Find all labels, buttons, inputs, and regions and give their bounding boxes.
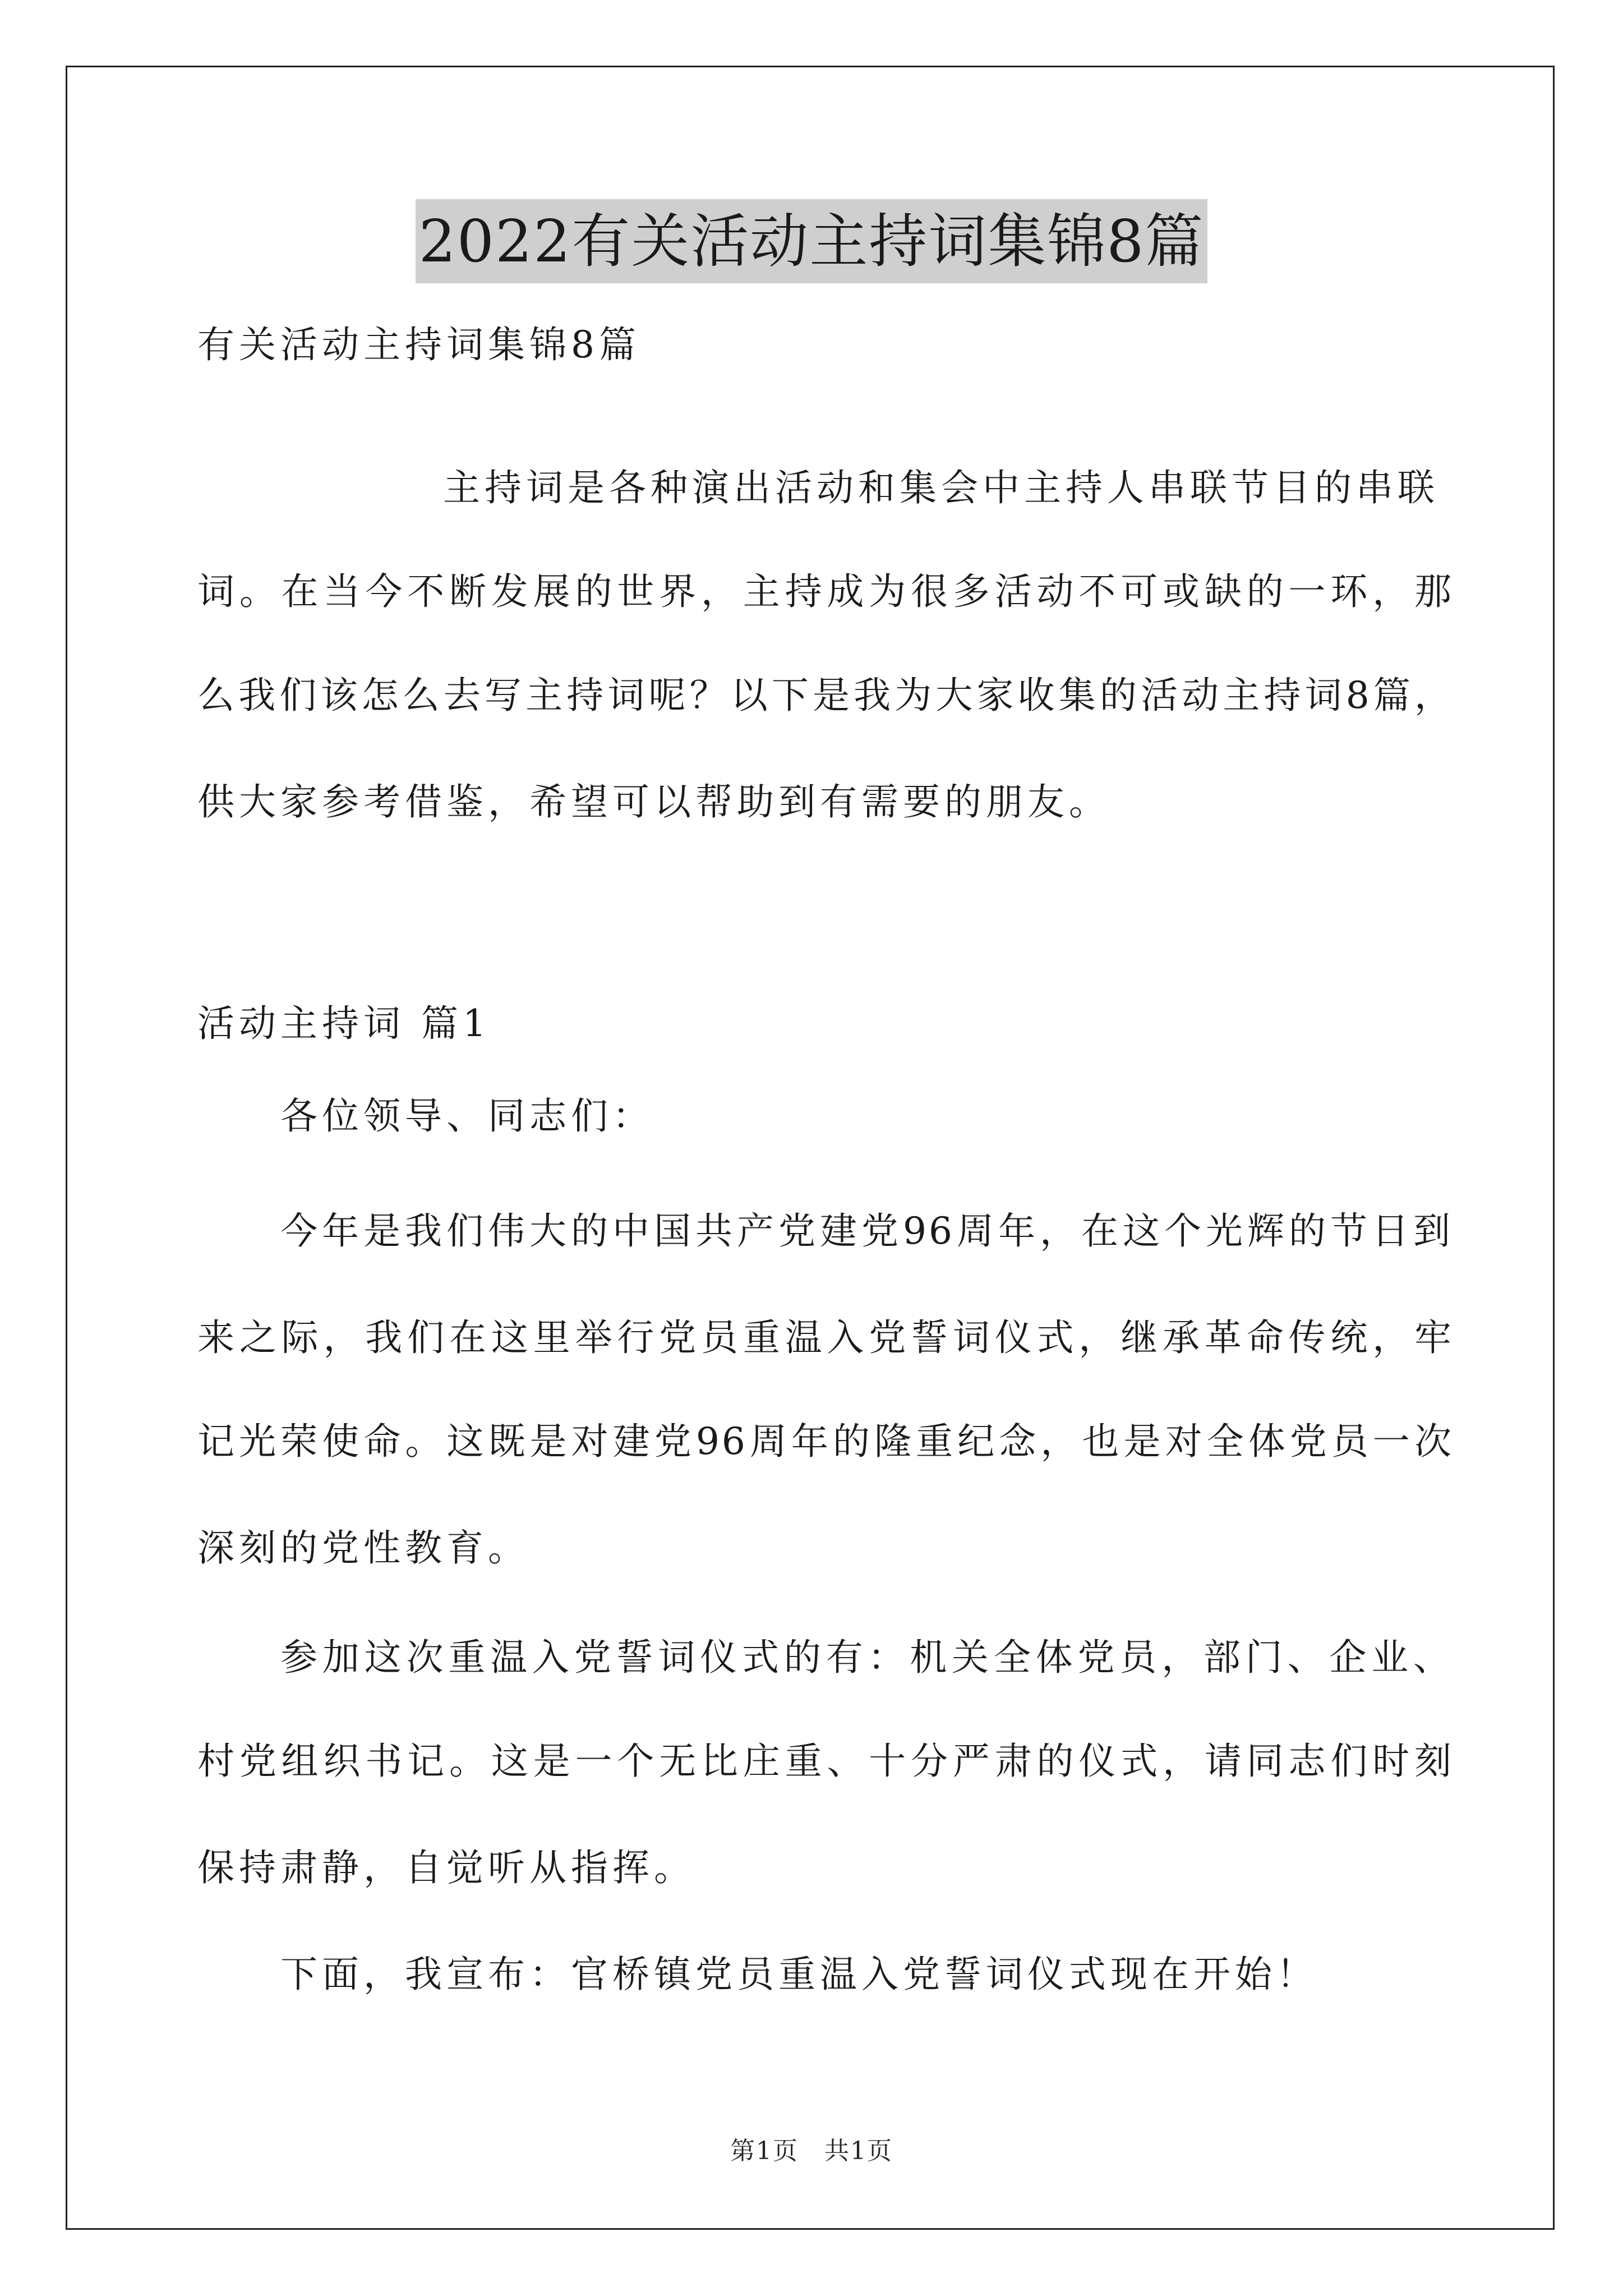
section-heading: 活动主持词 篇1 [197,1002,491,1045]
intro-line-3: 么我们该怎么去写主持词呢？以下是我为大家收集的活动主持词8篇， [197,674,1454,717]
intro-line-4: 供大家参考借鉴，希望可以帮助到有需要的朋友。 [197,780,1110,823]
greeting-line: 各位领导、同志们： [280,1094,654,1138]
body-line-3: 记光荣使命。这既是对建党96周年的隆重纪念，也是对全体党员一次 [197,1420,1454,1463]
page-border [66,66,1555,2230]
page-footer [0,2134,1623,2168]
document-title-block [0,199,1623,283]
body-line-1: 今年是我们伟大的中国共产党建党96周年，在这个光辉的节日到 [280,1209,1453,1253]
body-line-4: 深刻的党性教育。 [197,1526,529,1570]
body-line-6: 村党组织书记。这是一个无比庄重、十分严肃的仪式，请同志们时刻 [197,1740,1454,1783]
page-number-label: 第1页 共1页 [730,2137,893,2165]
body-line-5: 参加这次重温入党誓词仪式的有：机关全体党员，部门、企业、 [280,1636,1453,1679]
intro-line-1: 主持词是各种演出活动和集会中主持人串联节目的串联 [443,466,1439,509]
document-subtitle: 有关活动主持词集锦8篇 [197,323,640,366]
body-line-8: 下面，我宣布：官桥镇党员重温入党誓词仪式现在开始！ [280,1953,1318,1996]
intro-line-2: 词。在当今不断发展的世界，主持成为很多活动不可或缺的一环，那 [197,570,1454,613]
body-line-2: 来之际，我们在这里举行党员重温入党誓词仪式，继承革命传统，牢 [197,1316,1454,1359]
document-title: 2022有关活动主持词集锦8篇 [416,199,1208,283]
body-line-7: 保持肃静，自觉听从指挥。 [197,1846,695,1889]
